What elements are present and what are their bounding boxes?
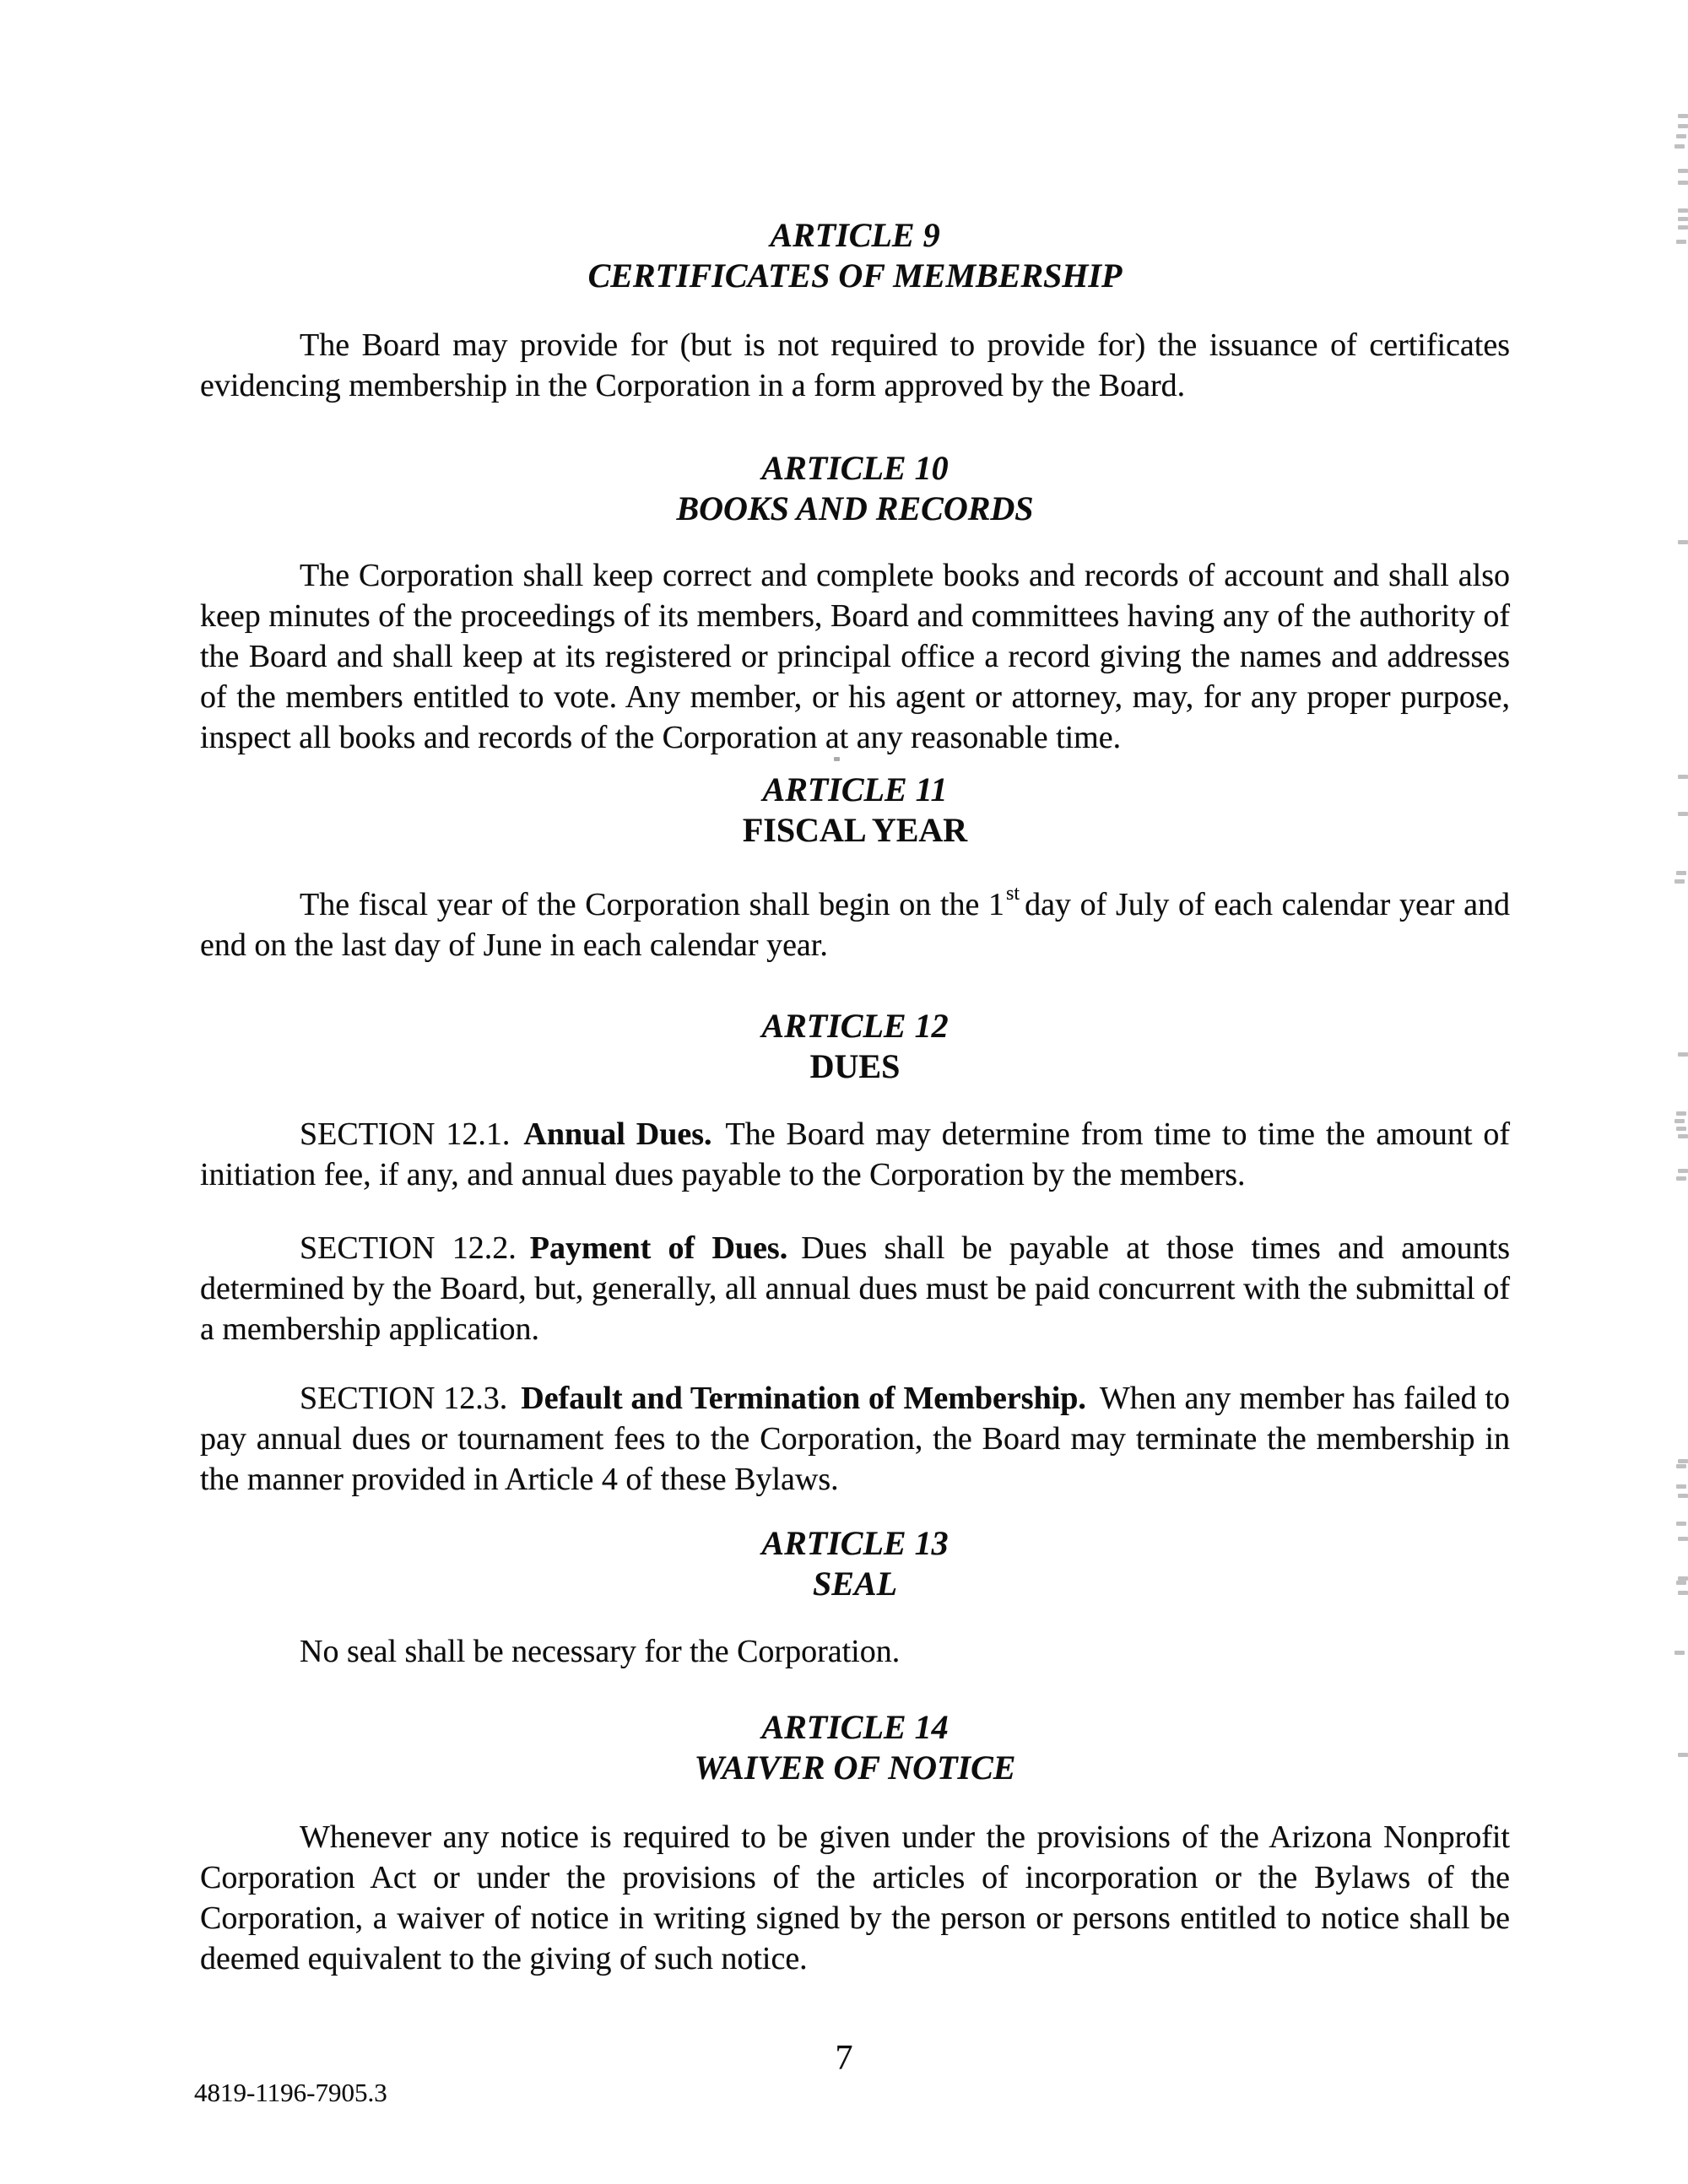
article-11-subtitle: FISCAL YEAR	[742, 811, 968, 849]
article-14-paragraph: Whenever any notice is required to be given under the provisions of the Arizona Nonprofit Corporation Act or under the provisions of the articles of incorporation or the Bylaws of the Corporation, a waiver of notice in writing signed by the person or persons entitled to notice shall be deemed equivalent to the giving of such notice.	[200, 1819, 1510, 1976]
article-13-subtitle: SEAL	[812, 1565, 898, 1603]
section-12-2-paragraph	[200, 1228, 1510, 1349]
scan-noise-mark	[1674, 1651, 1685, 1655]
scan-noise-mark	[1676, 1464, 1686, 1468]
scan-noise-mark	[1678, 208, 1688, 213]
article-14-section	[200, 1707, 1510, 1979]
article-12-heading: ARTICLE 12	[761, 1007, 949, 1045]
scan-noise-mark	[1678, 540, 1688, 544]
section-12-3-title: Default and Termination of Membership.	[521, 1381, 1086, 1416]
ordinal-superscript: st	[1006, 883, 1020, 905]
section-12-2-text: Dues shall be payable at those times and amounts determined by the Board, but, generally, all annual dues must be paid concurrent with the submittal of a membership application.	[200, 1230, 1510, 1347]
article-9-subtitle: CERTIFICATES OF MEMBERSHIP	[587, 257, 1123, 295]
scan-noise-dot	[834, 757, 840, 761]
section-12-1-title: Annual Dues.	[523, 1116, 712, 1152]
scan-noise-mark	[1676, 1111, 1686, 1116]
article-12-section	[200, 1006, 1510, 1500]
section-12-2-title: Payment of Dues.	[529, 1230, 788, 1266]
article-10-section	[200, 448, 1510, 758]
scan-noise-mark	[1676, 1127, 1686, 1131]
scan-noise-mark	[1676, 1581, 1686, 1585]
article-13-heading: ARTICLE 13	[761, 1524, 949, 1562]
scan-noise-mark	[1676, 1176, 1686, 1181]
section-12-1-paragraph	[200, 1114, 1510, 1195]
section-12-3-label: SECTION 12.3.	[300, 1381, 508, 1416]
article-13-paragraph: No seal shall be necessary for the Corporation.	[300, 1634, 901, 1669]
scan-noise-mark	[1674, 879, 1685, 884]
scan-noise-mark	[1678, 169, 1688, 173]
article-14-heading: ARTICLE 14	[761, 1708, 949, 1746]
article-9-paragraph: The Board may provide for (but is not required to provide for) the issuance of certificates evidencing membership in the Corporation in a form approved by the Board.	[200, 327, 1510, 403]
scan-noise-mark	[1676, 1484, 1686, 1489]
document-control-number: 4819-1196-7905.3	[194, 2078, 387, 2107]
article-14-subtitle: WAIVER OF NOTICE	[694, 1749, 1016, 1787]
scan-noise-mark	[1678, 217, 1688, 221]
scan-noise-mark	[1678, 124, 1688, 128]
scan-noise-mark	[1678, 1537, 1688, 1541]
article-11-paragraph	[200, 884, 1510, 965]
scan-noise-mark	[1678, 225, 1688, 230]
scan-noise-mark	[1676, 871, 1686, 875]
scan-noise-mark	[1676, 1522, 1686, 1526]
article-10-paragraph: The Corporation shall keep correct and complete books and records of account and shall also keep minutes of the proceedings of its members, Board and committees having any of the authority of the Board and shall keep at its registered or principal office a record giving the names and addresses of the members entitled to vote. Any member, or his agent or attorney, may, for any proper purpose, inspect all books and records of the Corporation at any reasonable time.	[200, 558, 1510, 755]
section-12-2-label: SECTION 12.2.	[300, 1230, 517, 1266]
article-13-section	[200, 1523, 1510, 1672]
fiscal-year-text-start: The fiscal year of the Corporation shall begin on the 1	[300, 887, 1005, 922]
article-11-heading: ARTICLE 11	[762, 770, 948, 808]
article-12-subtitle: DUES	[809, 1047, 901, 1085]
scan-noise-mark	[1678, 1591, 1688, 1595]
fiscal-year-text-end: day of July of each calendar year and end on the last day of June in each calendar year.	[200, 887, 1510, 963]
article-9-heading: ARTICLE 9	[770, 216, 940, 254]
scan-noise-mark	[1678, 1494, 1688, 1498]
section-12-3-paragraph	[200, 1378, 1510, 1500]
scan-noise-mark	[1678, 1052, 1688, 1057]
scan-noise-mark	[1678, 181, 1688, 185]
scan-noise-mark	[1678, 775, 1688, 779]
scan-noise-mark	[1674, 144, 1685, 149]
scan-noise-mark	[1678, 114, 1688, 118]
section-12-1-text: The Board may determine from time to time the amount of initiation fee, if any, and annual dues payable to the Corporation by the members.	[200, 1116, 1510, 1192]
scan-noise-mark	[1678, 1134, 1688, 1138]
article-10-subtitle: BOOKS AND RECORDS	[676, 489, 1034, 527]
scan-noise-mark	[1678, 1169, 1688, 1173]
section-12-3-text: When any member has failed to pay annual dues or tournament fees to the Corporation, the Board may terminate the membership in the manner provided in Article 4 of these Bylaws.	[200, 1381, 1510, 1497]
scan-noise-mark	[1678, 812, 1688, 816]
section-12-1-label: SECTION 12.1.	[300, 1116, 511, 1152]
page-number: 7	[835, 2039, 853, 2078]
article-11-section	[200, 770, 1510, 965]
scan-noise-mark	[1676, 240, 1686, 244]
scan-noise-mark	[1676, 134, 1686, 138]
document-body	[200, 215, 1510, 1979]
scan-noise-mark	[1678, 1753, 1688, 1757]
article-9-section	[200, 215, 1510, 406]
scan-noise-mark	[1674, 1119, 1685, 1123]
scan-noise-mark	[1678, 1459, 1688, 1463]
article-10-heading: ARTICLE 10	[761, 449, 949, 487]
